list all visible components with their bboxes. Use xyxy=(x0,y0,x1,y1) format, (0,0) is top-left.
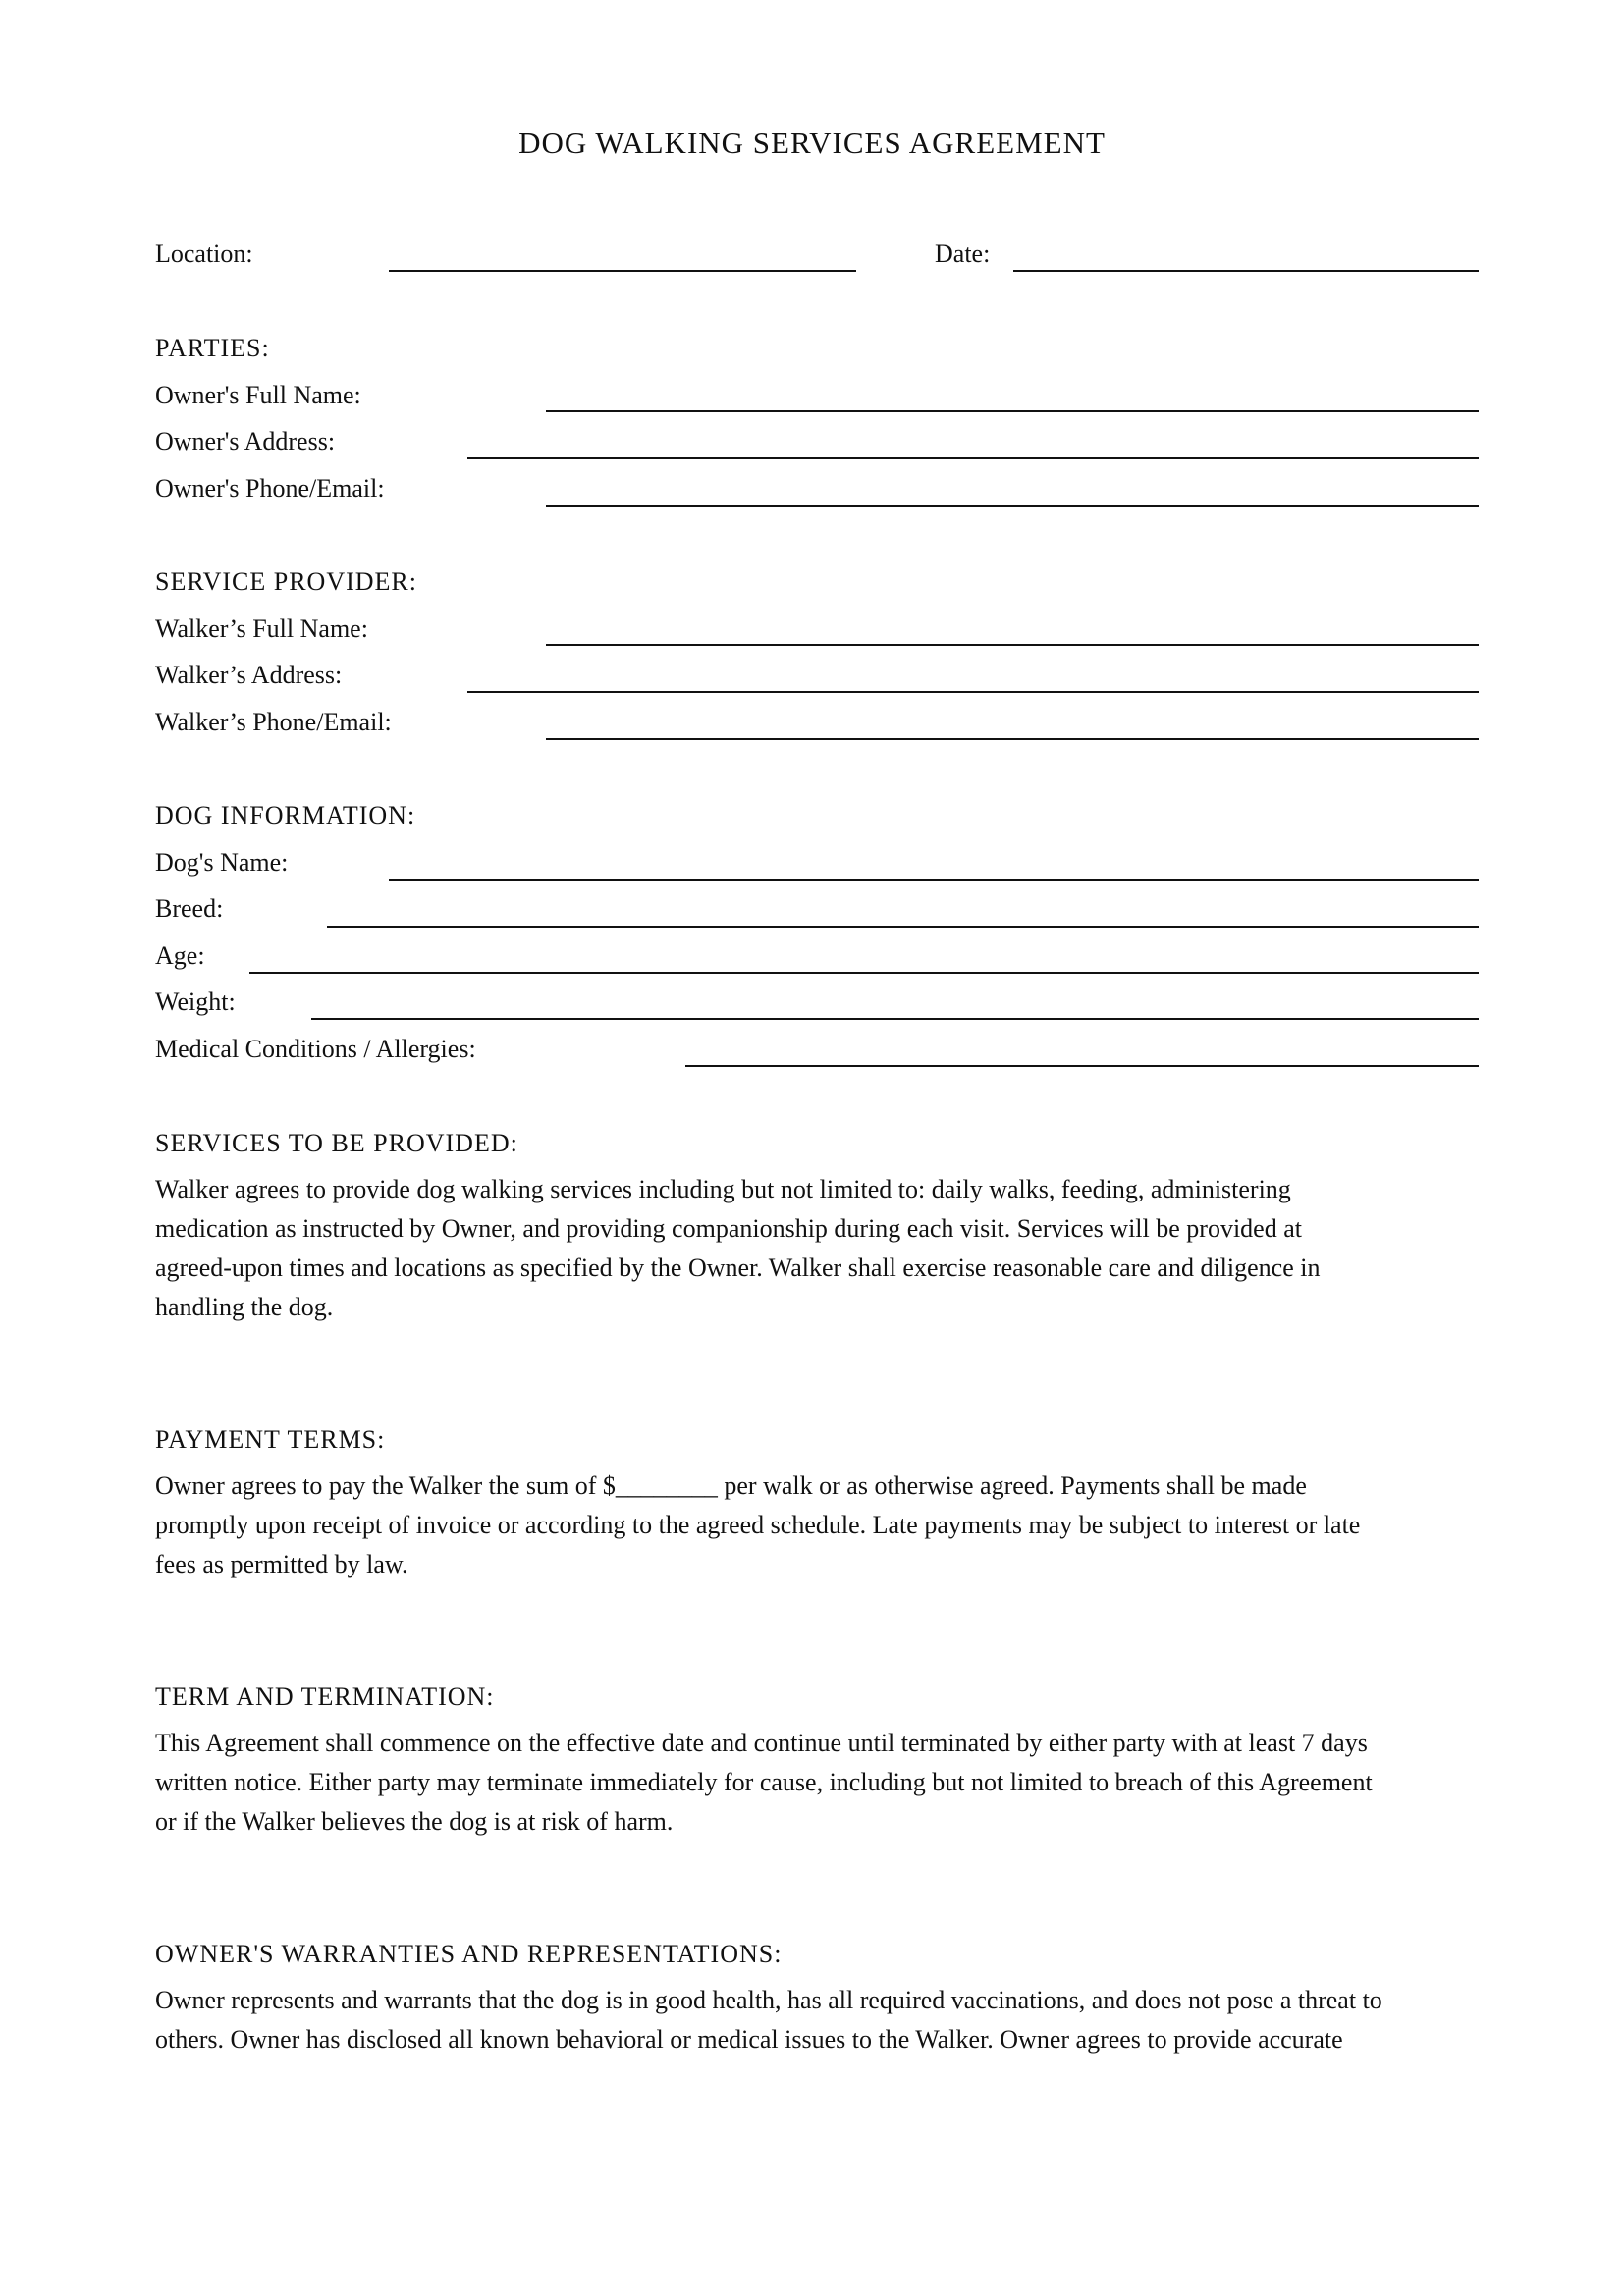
service-provider-heading: SERVICE PROVIDER: xyxy=(155,567,417,596)
dog-name-label: Dog's Name: xyxy=(155,848,289,877)
owner-address-field[interactable] xyxy=(467,457,1479,459)
services-line: agreed-upon times and locations as specified by the Owner. Walker shall exercise reasonable care and diligence in xyxy=(155,1254,1321,1282)
warranties-heading: OWNER'S WARRANTIES AND REPRESENTATIONS: xyxy=(155,1940,783,1968)
date-label: Date: xyxy=(935,240,991,268)
location-label: Location: xyxy=(155,240,253,268)
dog-information-heading: DOG INFORMATION: xyxy=(155,801,416,829)
payment-line: Owner agrees to pay the Walker the sum of $________ per walk or as otherwise agreed. Payments shall be made xyxy=(155,1471,1307,1500)
payment-line: fees as permitted by law. xyxy=(155,1550,408,1578)
payment-line: promptly upon receipt of invoice or according to the agreed schedule. Late payments may be subject to interest or late xyxy=(155,1511,1361,1539)
warranties-line: Owner represents and warrants that the dog is in good health, has all required vaccinations, and does not pose a threat to xyxy=(155,1986,1382,2014)
weight-field[interactable] xyxy=(311,1018,1479,1020)
breed-field[interactable] xyxy=(327,926,1479,928)
payment-terms-paragraph xyxy=(155,1467,1490,1584)
age-label: Age: xyxy=(155,941,205,970)
owner-contact-label: Owner's Phone/Email: xyxy=(155,474,385,503)
breed-label: Breed: xyxy=(155,894,224,923)
dog-name-field[interactable] xyxy=(389,879,1479,881)
term-line: written notice. Either party may terminate immediately for cause, including but not limited to breach of this Agreement xyxy=(155,1768,1373,1796)
walker-contact-field[interactable] xyxy=(546,738,1479,740)
owner-name-label: Owner's Full Name: xyxy=(155,381,361,409)
payment-terms-heading: PAYMENT TERMS: xyxy=(155,1425,386,1454)
parties-heading: PARTIES: xyxy=(155,334,270,362)
age-field[interactable] xyxy=(249,972,1479,974)
term-line: or if the Walker believes the dog is at risk of harm. xyxy=(155,1807,674,1836)
walker-contact-label: Walker’s Phone/Email: xyxy=(155,708,392,736)
walker-address-field[interactable] xyxy=(467,691,1479,693)
owner-contact-field[interactable] xyxy=(546,505,1479,507)
location-field[interactable] xyxy=(389,270,856,272)
walker-name-field[interactable] xyxy=(546,644,1479,646)
services-line: handling the dog. xyxy=(155,1293,334,1321)
medical-conditions-field[interactable] xyxy=(685,1065,1479,1067)
weight-label: Weight: xyxy=(155,988,236,1016)
term-termination-heading: TERM AND TERMINATION: xyxy=(155,1682,495,1711)
walker-address-label: Walker’s Address: xyxy=(155,661,343,689)
services-paragraph xyxy=(155,1170,1490,1327)
term-termination-paragraph xyxy=(155,1724,1490,1842)
owner-address-label: Owner's Address: xyxy=(155,427,336,455)
document-title: DOG WALKING SERVICES AGREEMENT xyxy=(518,126,1106,160)
owner-name-field[interactable] xyxy=(546,410,1479,412)
medical-conditions-label: Medical Conditions / Allergies: xyxy=(155,1035,476,1063)
term-line: This Agreement shall commence on the effective date and continue until terminated by either party with at least 7 days xyxy=(155,1729,1368,1757)
services-heading: SERVICES TO BE PROVIDED: xyxy=(155,1129,518,1157)
date-field[interactable] xyxy=(1013,270,1479,272)
walker-name-label: Walker’s Full Name: xyxy=(155,614,368,643)
services-line: Walker agrees to provide dog walking services including but not limited to: daily walks, feeding, administering xyxy=(155,1175,1291,1203)
warranties-line: others. Owner has disclosed all known behavioral or medical issues to the Walker. Owner agrees to provide accurate xyxy=(155,2025,1343,2054)
warranties-paragraph xyxy=(155,1981,1490,2059)
services-line: medication as instructed by Owner, and providing companionship during each visit. Services will be provided at xyxy=(155,1214,1302,1243)
